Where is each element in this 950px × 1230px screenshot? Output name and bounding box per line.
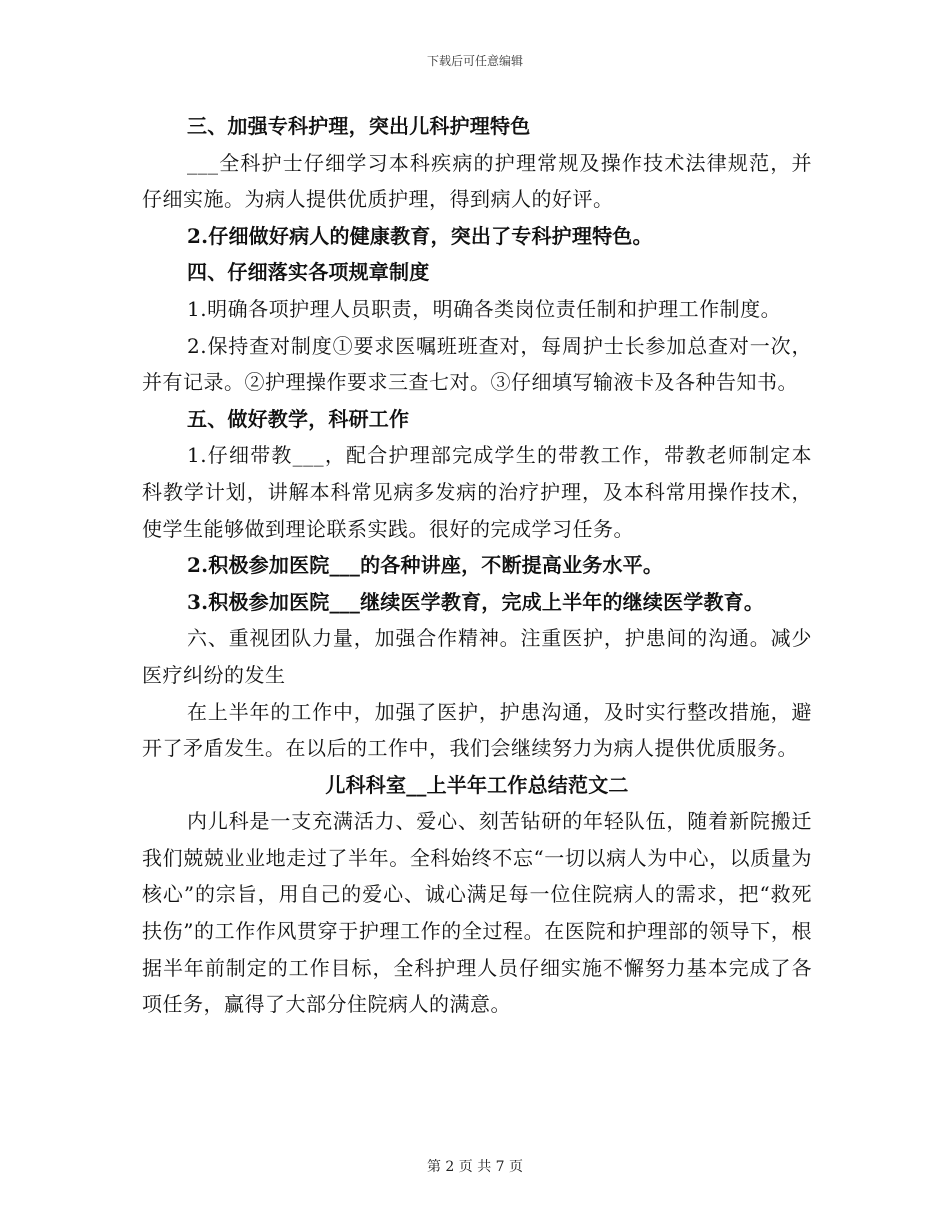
paragraph-bold: 2.积极参加医院___的各种讲座，不断提高业务水平。 [187,553,664,578]
page-number: 第 2 页 共 7 页 [426,1159,524,1175]
paragraph-bold: 2.仔细做好病人的健康教育，突出了专科护理特色。 [187,223,653,248]
paragraph: 1.仔细带教___，配合护理部完成学生的带教工作，带教老师制定本科教学计划，讲解本科常见病多发病的治疗护理，及本科常用操作技术，使学生能够做到理论联系实践。很好的完成学习任务。 [142,443,812,541]
section-heading-6: 六、重视团队力量，加强合作精神。注重医护，护患间的沟通。减少医疗纠纷的发生 [142,626,812,687]
section-heading-4: 四、仔细落实各项规章制度 [187,260,430,285]
document-body [142,108,812,1023]
section-heading-5: 五、做好教学，科研工作 [187,406,410,431]
paragraph: 2.保持查对制度①要求医嘱班班查对，每周护士长参加总查对一次，并有记录。②护理操作要求三查七对。③仔细填写输液卡及各种告知书。 [142,333,812,395]
page-header: 下载后可任意编辑 [426,54,523,68]
paragraph-bold: 3.积极参加医院___继续医学教育，完成上半年的继续医学教育。 [187,589,765,614]
paragraph: 内儿科是一支充满活力、爱心、刻苦钻研的年轻队伍，随着新院搬迁我们兢兢业业地走过了半年。全科始终不忘“一切以病人为中心，以质量为核心”的宗旨，用自己的爱心、诚心满足每一位住院病人的需求，把“救死扶伤”的工作作风贯穿于护理工作的全过程。在医院和护理部的领导下，根据半年前制定的工作目标，全科护理人员仔细实施不懈努力基本完成了各项任务，赢得了大部分住院病人的满意。 [142,809,812,1017]
article-title: 儿科科室__上半年工作总结范文二 [325,772,629,797]
paragraph: ___全科护士仔细学习本科疾病的护理常规及操作技术法律规范，并仔细实施。为病人提供优质护理，得到病人的好评。 [142,150,812,212]
paragraph: 1.明确各项护理人员职责，明确各类岗位责任制和护理工作制度。 [187,296,782,321]
section-heading-3: 三、加强专科护理，突出儿科护理特色 [187,114,531,138]
paragraph: 在上半年的工作中，加强了医护，护患沟通，及时实行整改措施，避开了矛盾发生。在以后的工作中，我们会继续努力为病人提供优质服务。 [142,699,812,761]
